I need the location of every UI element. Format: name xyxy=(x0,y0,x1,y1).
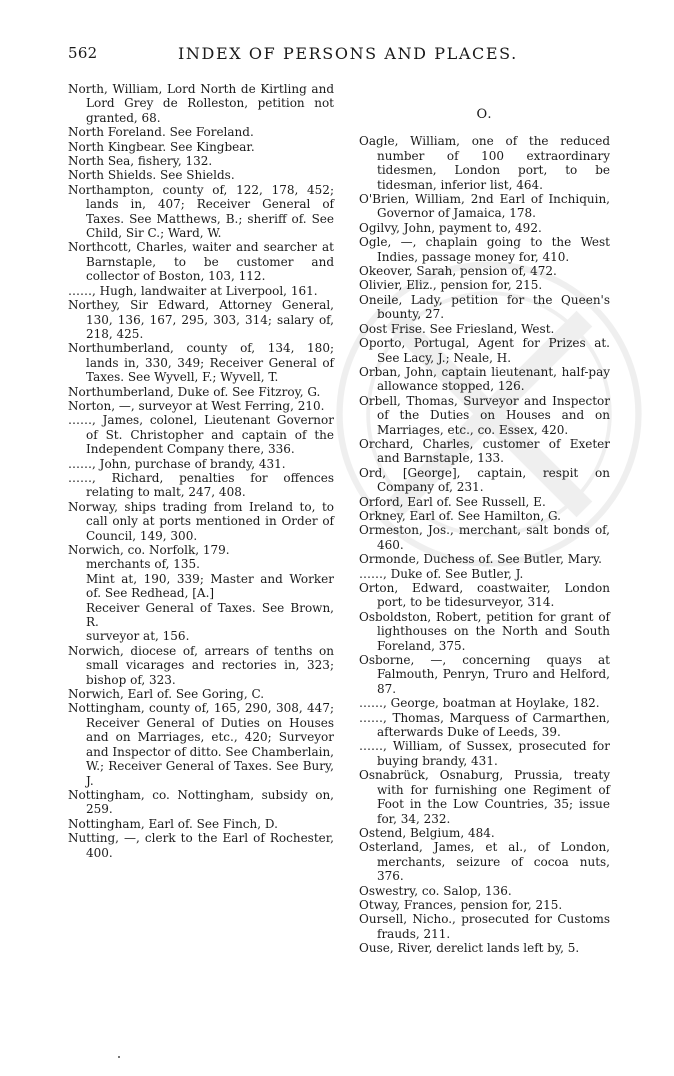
index-subentry: Receiver General of Taxes. See Brown, R. xyxy=(86,600,334,630)
index-entry: Northampton, county of, 122, 178, 452; lands in, 407; Receiver General of Taxes. See Matthews, B.; sheriff of. See Child, Sir C.; Ward, W. xyxy=(68,182,334,241)
index-entry: Ormeston, Jos., merchant, salt bonds of, 460. xyxy=(359,523,610,552)
index-entry: Oporto, Portugal, Agent for Prizes at. See Lacy, J.; Neale, H. xyxy=(359,336,610,365)
index-entry: Norwich, co. Norfolk, 179. xyxy=(68,543,230,557)
index-entry: Norway, ships trading from Ireland to, to call only at ports mentioned in Order of Council, 149, 300. xyxy=(68,499,334,543)
index-entry: ……, William, of Sussex, prosecuted for buying brandy, 431. xyxy=(359,739,610,768)
index-entry: ……, Richard, penalties for offences relating to malt, 247, 408. xyxy=(68,470,334,500)
index-entry: Ormonde, Duchess of. See Butler, Mary. xyxy=(359,552,602,567)
index-entry: Oswestry, co. Salop, 136. xyxy=(359,883,512,898)
index-entry: Osnabrück, Osnaburg, Prussia, treaty with for furnishing one Regiment of Foot in the Low Countries, 35; issue for, 34, 232. xyxy=(359,768,610,826)
right-entries xyxy=(359,134,610,955)
index-entry: O'Brien, William, 2nd Earl of Inchiquin, Governor of Jamaica, 178. xyxy=(359,192,610,221)
index-entry: North, William, Lord North de Kirtling and Lord Grey de Rolleston, petition not granted, 68. xyxy=(68,82,334,125)
index-entry: ……, Thomas, Marquess of Carmarthen, afterwards Duke of Leeds, 39. xyxy=(359,710,610,740)
index-entry: ……, James, colonel, Lieutenant Governor of St. Christopher and captain of the Independent Company there, 336. xyxy=(68,413,334,457)
index-entry: Oagle, William, one of the reduced number of 100 extraordinary tidesmen, London port, to be tidesman, inferior list, 464. xyxy=(359,134,610,192)
index-subentry: surveyor at, 156. xyxy=(86,629,190,644)
index-entry: Northumberland, county of, 134, 180; lands in, 330, 349; Receiver General of Taxes. See Wyvell, F.; Wyvell, T. xyxy=(68,341,334,385)
page-number: 562 xyxy=(68,44,98,62)
index-entry: Orton, Edward, coastwaiter, London port, to be tidesurveyor, 314. xyxy=(359,581,610,610)
index-entry: Osterland, James, et al., of London, merchants, seizure of cocoa nuts, 376. xyxy=(359,840,610,884)
index-subentry: Mint at, 190, 339; Master and Worker of. See Redhead, [A.] xyxy=(86,571,334,601)
index-entry: ……, Duke of. See Butler, J. xyxy=(359,566,524,581)
index-entry: Ouse, River, derelict lands left by, 5. xyxy=(359,941,580,956)
index-entry: Nottingham, co. Nottingham, subsidy on, 259. xyxy=(68,787,334,817)
right-index-column xyxy=(359,82,610,956)
section-heading-o: O. xyxy=(476,107,493,122)
index-entry: Nottingham, Earl of. See Finch, D. xyxy=(68,816,278,831)
index-entry: ……, George, boatman at Hoylake, 182. xyxy=(359,696,600,711)
index-entry: Norwich, Earl of. See Goring, C. xyxy=(68,687,265,702)
index-entry: Ostend, Belgium, 484. xyxy=(359,825,495,840)
index-entry: ……, Hugh, landwaiter at Liverpool, 161. xyxy=(68,283,318,298)
index-entry: Norwich, diocese of, arrears of tenths on small vicarages and rectories in, 323; bishop of, 323. xyxy=(68,643,334,687)
index-entry: Oursell, Nicho., prosecuted for Customs frauds, 211. xyxy=(359,912,610,941)
index-entry: Orford, Earl of. See Russell, E. xyxy=(359,494,546,509)
index-entry: Northey, Sir Edward, Attorney General, 130, 136, 167, 295, 303, 314; salary of, 218, 425. xyxy=(68,298,334,341)
index-entry: Northumberland, Duke of. See Fitzroy, G. xyxy=(68,384,321,399)
page-speck xyxy=(118,1056,120,1058)
index-entry: North Foreland. See Foreland. xyxy=(68,125,254,140)
index-entry: Ogle, —, chaplain going to the West Indies, passage money for, 410. xyxy=(359,235,610,264)
index-entry: North Kingbear. See Kingbear. xyxy=(68,139,255,154)
index-entry: Osboldston, Robert, petition for grant of lighthouses on the North and South Foreland, 375. xyxy=(359,609,610,653)
index-entry: North Shields. See Shields. xyxy=(68,168,235,183)
index-entry: Nottingham, county of, 165, 290, 308, 447; Receiver General of Duties on Houses and on Marriages, etc., 420; Surveyor and Inspector of ditto. See Chamberlain, W.; Receiver General of Taxes. See Bury, J. xyxy=(68,701,334,788)
index-entry: Northcott, Charles, waiter and searcher at Barnstaple, to be customer and collector of Boston, 103, 112. xyxy=(68,240,334,284)
left-index-column xyxy=(68,82,334,860)
index-entry: Orbell, Thomas, Surveyor and Inspector of the Duties on Houses and on Marriages, etc., co. Essex, 420. xyxy=(359,393,610,437)
index-entry: Nutting, —, clerk to the Earl of Rochester, 400. xyxy=(68,831,334,860)
index-entry: Ord, [George], captain, respit on Company of, 231. xyxy=(359,465,610,495)
index-entry: Otway, Frances, pension for, 215. xyxy=(359,897,563,912)
index-entry: Orban, John, captain lieutenant, half-pay allowance stopped, 126. xyxy=(359,364,610,394)
index-entry: Ogilvy, John, payment to, 492. xyxy=(359,220,542,235)
index-entry: Olivier, Eliz., pension for, 215. xyxy=(359,278,543,293)
index-entry: ……, John, purchase of brandy, 431. xyxy=(68,456,286,471)
index-entry: Oost Frise. See Friesland, West. xyxy=(359,321,555,336)
running-title: INDEX OF PERSONS AND PLACES. xyxy=(178,44,518,63)
index-entry: Osborne, —, concerning quays at Falmouth, Penryn, Truro and Helford, 87. xyxy=(359,653,610,696)
page-header xyxy=(68,44,612,68)
index-entry: Norton, —, surveyor at West Ferring, 210. xyxy=(68,398,325,413)
index-entry: Orkney, Earl of. See Hamilton, G. xyxy=(359,508,561,523)
index-entry: North Sea, fishery, 132. xyxy=(68,154,213,169)
index-entry: Orchard, Charles, customer of Exeter and Barnstaple, 133. xyxy=(359,436,610,466)
index-entry: Oneile, Lady, petition for the Queen's bounty, 27. xyxy=(359,292,610,322)
index-entry: Okeover, Sarah, pension of, 472. xyxy=(359,264,557,279)
index-subentry: merchants of, 135. xyxy=(86,557,200,572)
